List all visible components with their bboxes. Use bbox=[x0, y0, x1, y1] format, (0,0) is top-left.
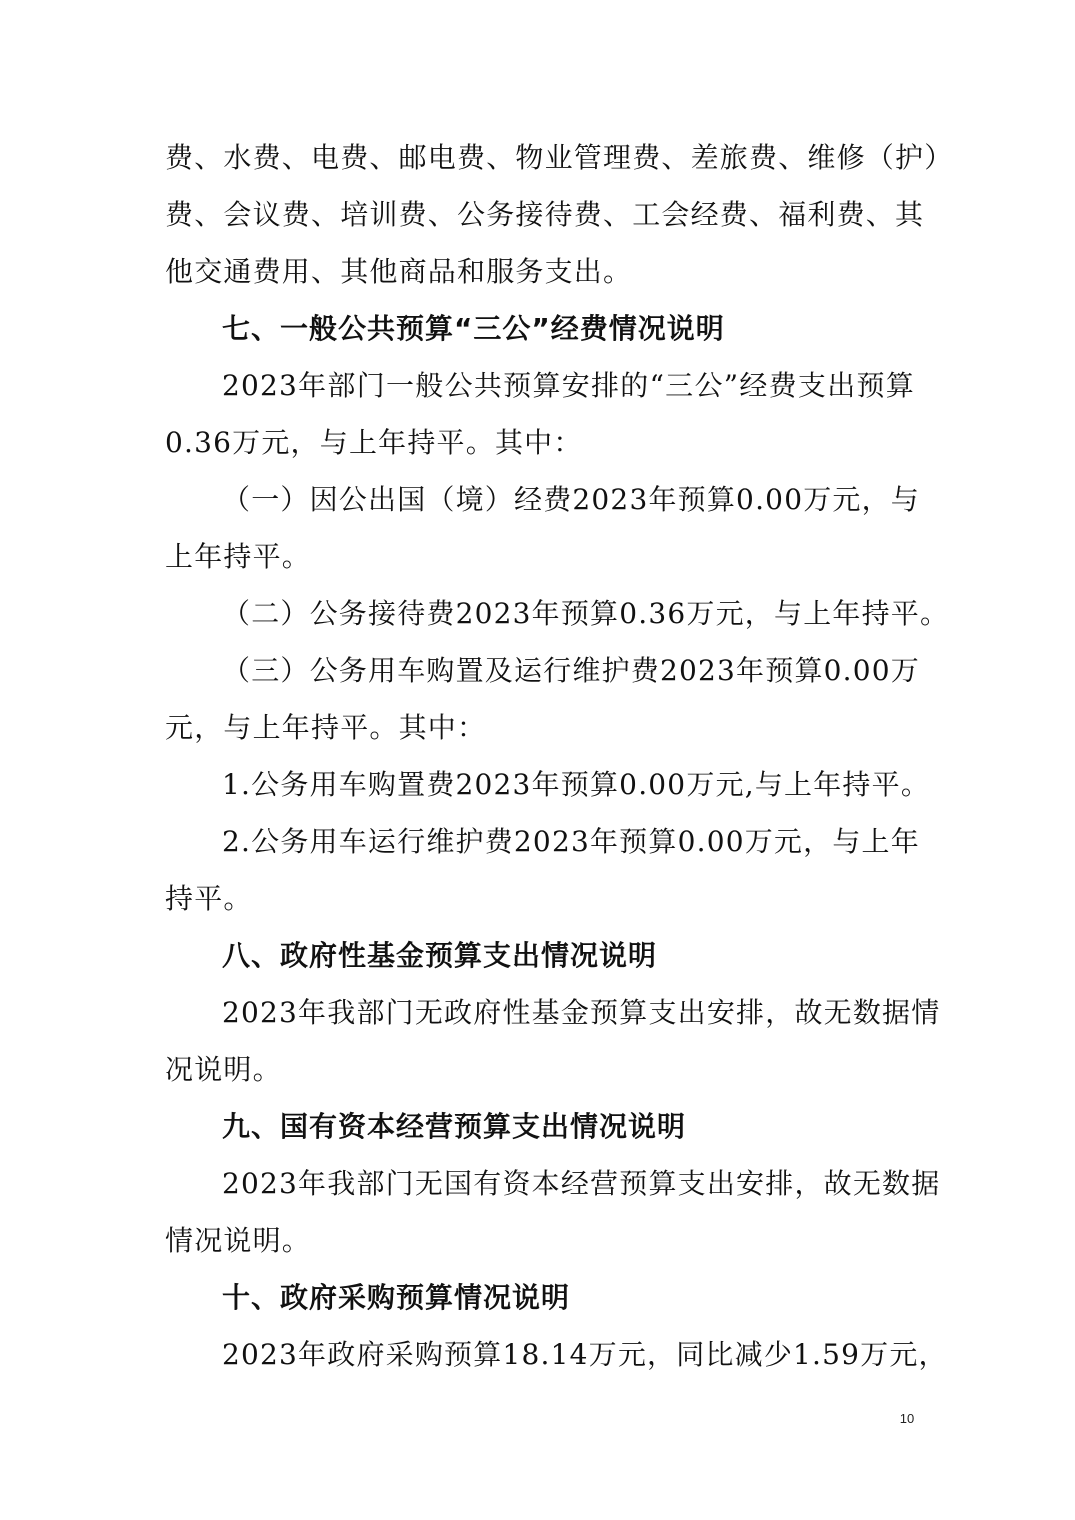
body-text-line: 费、水费、电费、邮电费、物业管理费、差旅费、维修（护） bbox=[165, 141, 954, 174]
page-number: 10 bbox=[899, 1411, 915, 1426]
section-heading: 八、政府性基金预算支出情况说明 bbox=[222, 939, 658, 972]
section-heading: 十、政府采购预算情况说明 bbox=[222, 1281, 571, 1314]
body-text-line: 2023年部门一般公共预算安排的“三公”经费支出预算 bbox=[222, 369, 915, 402]
body-text-line: 2023年政府采购预算18.14万元，同比减少1.59万元， bbox=[222, 1338, 948, 1371]
body-text-line: 0.36万元，与上年持平。其中： bbox=[165, 426, 583, 459]
body-text-line: 费、会议费、培训费、公务接待费、工会经费、福利费、其 bbox=[165, 198, 925, 231]
body-text-line: 况说明。 bbox=[165, 1053, 282, 1086]
body-text-line: （三）公务用车购置及运行维护费2023年预算0.00万 bbox=[222, 654, 921, 687]
body-text-line: （一）因公出国（境）经费2023年预算0.00万元，与 bbox=[222, 483, 921, 516]
section-heading: 七、一般公共预算“三公”经费情况说明 bbox=[222, 312, 725, 345]
body-text-line: （二）公务接待费2023年预算0.36万元，与上年持平。 bbox=[222, 597, 950, 630]
body-text-line: 情况说明。 bbox=[165, 1224, 312, 1257]
body-text-line: 持平。 bbox=[165, 882, 253, 915]
body-text-line: 2.公务用车运行维护费2023年预算0.00万元，与上年 bbox=[222, 825, 920, 858]
body-text-line: 元，与上年持平。其中： bbox=[165, 711, 487, 744]
body-text-line: 1.公务用车购置费2023年预算0.00万元,与上年持平。 bbox=[222, 768, 931, 801]
body-text-line: 他交通费用、其他商品和服务支出。 bbox=[165, 255, 633, 288]
body-text-line: 2023年我部门无政府性基金预算支出安排，故无数据情 bbox=[222, 996, 941, 1029]
body-text-line: 2023年我部门无国有资本经营预算支出安排，故无数据 bbox=[222, 1167, 941, 1200]
section-heading: 九、国有资本经营预算支出情况说明 bbox=[222, 1110, 687, 1143]
body-text-line: 上年持平。 bbox=[165, 540, 312, 573]
